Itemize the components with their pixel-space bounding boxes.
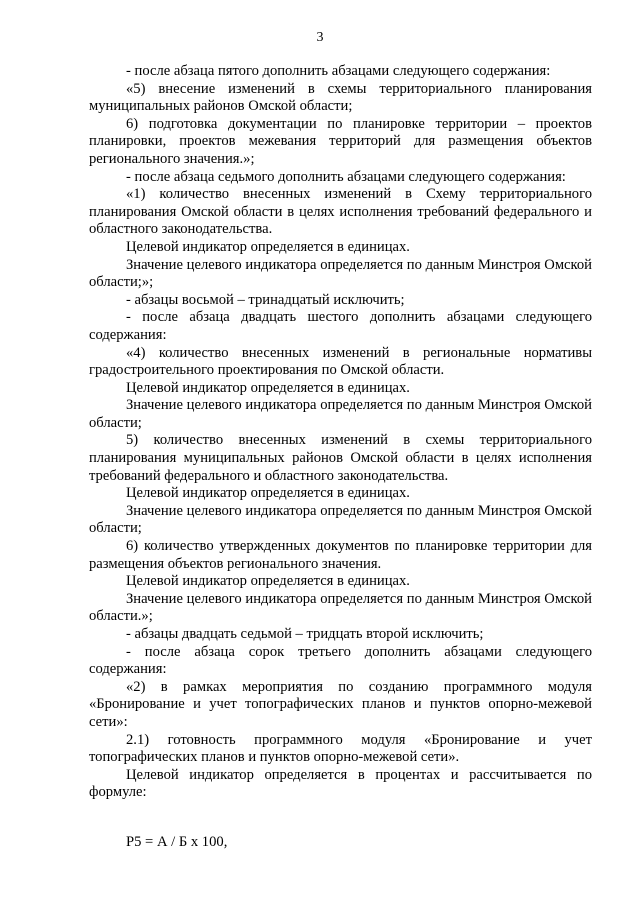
page-number: 3	[316, 30, 324, 45]
paragraph: «4) количество внесенных изменений в региональные нормативы градостроительного проектирования по Омской области.	[89, 344, 592, 379]
paragraph: - абзацы восьмой – тринадцатый исключить;	[126, 291, 405, 308]
paragraph: Целевой индикатор определяется в единицах.	[126, 238, 410, 255]
paragraph: «5) внесение изменений в схемы территориального планирования муниципальных районов Омской области;	[89, 80, 592, 115]
paragraph: Значение целевого индикатора определяется по данным Минстроя Омской области.»;	[89, 590, 592, 625]
paragraph: Целевой индикатор определяется в единицах.	[126, 573, 410, 590]
paragraph: 6) количество утвержденных документов по планировке территории для размещения объектов регионального значения.	[89, 538, 592, 572]
paragraph: 5) количество внесенных изменений в схемы территориального планирования муниципальных районов Омской области в целях исполнения требований федерального и областного законодательства.	[89, 432, 592, 484]
paragraph: - после абзаца двадцать шестого дополнить абзацами следующего содержания:	[89, 309, 592, 343]
paragraph: Целевой индикатор определяется в единицах.	[126, 379, 410, 396]
paragraph: Целевой индикатор определяется в единицах.	[126, 485, 410, 502]
paragraph: - после абзаца сорок третьего дополнить абзацами следующего содержания:	[89, 643, 592, 678]
paragraph: Значение целевого индикатора определяется по данным Минстроя Омской области;	[89, 397, 592, 431]
paragraph: 2.1) готовность программного модуля «Бронирование и учет топографических планов и пунктов опорно-межевой сети».	[89, 731, 592, 766]
paragraph: - после абзаца пятого дополнить абзацами следующего содержания:	[126, 63, 551, 79]
paragraph: - абзацы двадцать седьмой – тридцать второй исключить;	[126, 626, 484, 642]
paragraph: «1) количество внесенных изменений в Схему территориального планирования Омской области в целях исполнения требований федерального и областного законодательства.	[89, 186, 592, 238]
paragraph: Значение целевого индикатора определяется по данным Минстроя Омской области;»;	[89, 256, 592, 291]
formula: Р5 = А / Б х 100,	[126, 833, 228, 850]
paragraph: - после абзаца седьмого дополнить абзацами следующего содержания:	[126, 168, 566, 185]
paragraph: «2) в рамках мероприятия по созданию программного модуля «Бронирование и учет топографических планов и пунктов опорно-межевой сети»:	[89, 678, 592, 730]
paragraph: Значение целевого индикатора определяется по данным Минстроя Омской области;	[89, 502, 592, 537]
paragraph: 6) подготовка документации по планировке территории – проектов планировки, проектов межевания территорий для размещения объектов регионального значения.»;	[89, 115, 592, 167]
document-body	[89, 63, 592, 852]
paragraph: Целевой индикатор определяется в процентах и рассчитывается по формуле:	[89, 766, 592, 801]
